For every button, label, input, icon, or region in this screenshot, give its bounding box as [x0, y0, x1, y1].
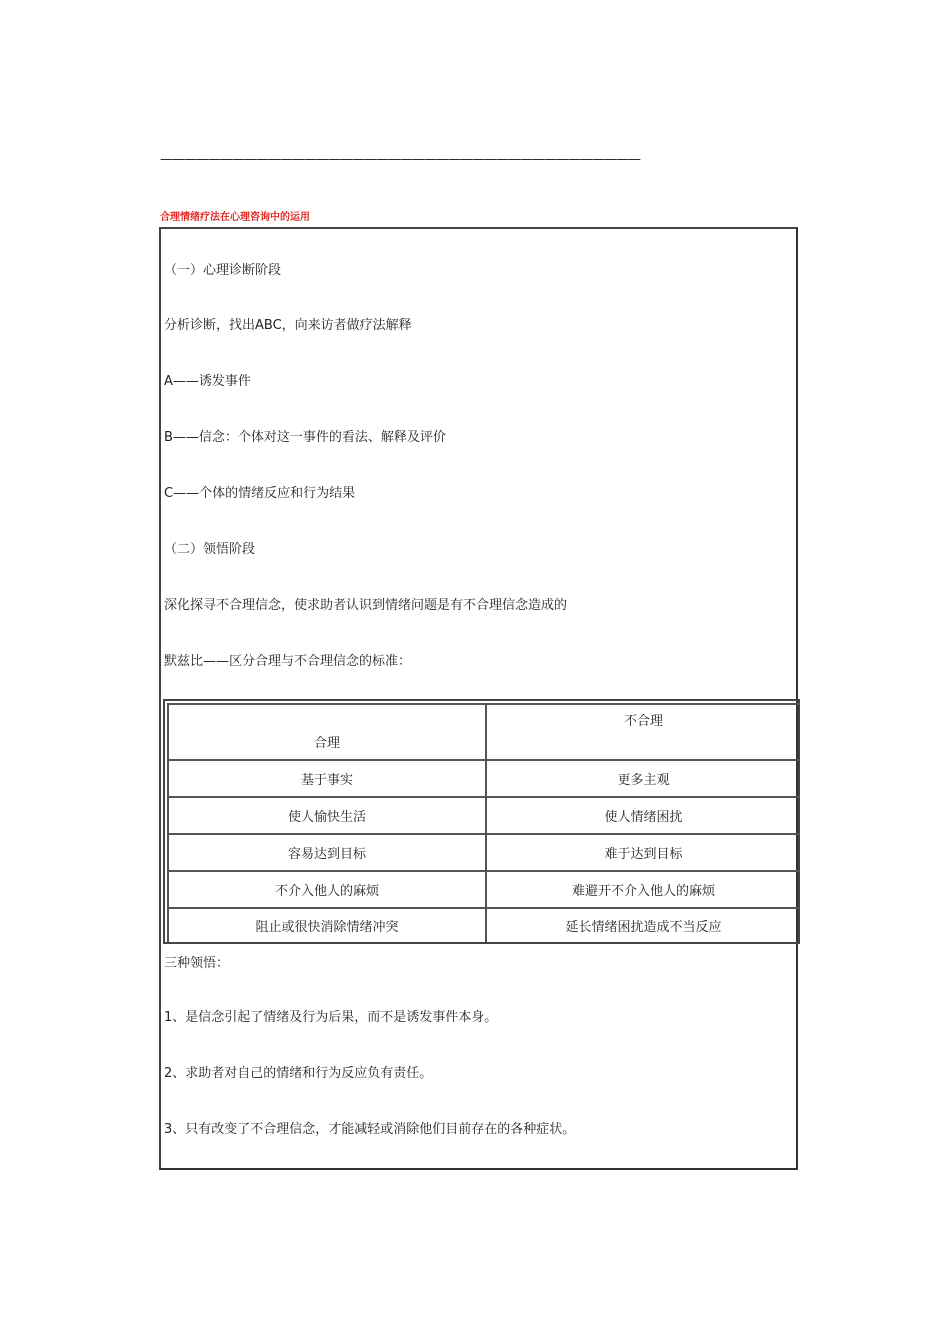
table-cell: 容易达到目标 [167, 833, 485, 870]
table-cell: 难避开不介入他人的麻烦 [485, 870, 800, 907]
table-cell: 使人情绪困扰 [485, 796, 800, 833]
table-cell: 基于事实 [167, 759, 485, 796]
belief-comparison-table [163, 699, 800, 944]
paragraph: 深化探寻不合理信念，使求助者认识到情绪问题是有不合理信念造成的 [164, 598, 568, 613]
paragraph: 1、是信念引起了情绪及行为后果，而不是诱发事件本身。 [164, 1010, 498, 1025]
table-cell: 更多主观 [485, 759, 800, 796]
table-cell: 延长情绪困扰造成不当反应 [485, 907, 800, 942]
section-heading-diagnosis: （一）心理诊断阶段 [164, 263, 282, 278]
table-header-irrational: 不合理 [485, 703, 800, 761]
paragraph: 2、求助者对自己的情绪和行为反应负有责任。 [164, 1066, 433, 1081]
paragraph: 默兹比——区分合理与不合理信念的标准： [164, 654, 412, 669]
paragraph: 分析诊断，找出ABC，向来访者做疗法解释 [164, 318, 412, 333]
paragraph: B——信念：个体对这一事件的看法、解释及评价 [164, 430, 446, 445]
separator-line: ———————————————————————————————————————— [160, 152, 640, 167]
table-cell: 使人愉快生活 [167, 796, 485, 833]
section-heading-insight: （二）领悟阶段 [164, 542, 256, 557]
paragraph: C——个体的情绪反应和行为结果 [164, 486, 356, 501]
paragraph: 三种领悟： [164, 956, 230, 971]
table-header-rational: 合理 [167, 703, 485, 761]
paragraph: A——诱发事件 [164, 374, 251, 389]
table-cell: 阻止或很快消除情绪冲突 [167, 907, 485, 942]
content-box [159, 227, 798, 1170]
table-cell: 不介入他人的麻烦 [167, 870, 485, 907]
document-title: 合理情绪疗法在心理咨询中的运用 [160, 212, 310, 223]
paragraph: 3、只有改变了不合理信念，才能减轻或消除他们目前存在的各种症状。 [164, 1122, 576, 1137]
table-cell: 难于达到目标 [485, 833, 800, 870]
